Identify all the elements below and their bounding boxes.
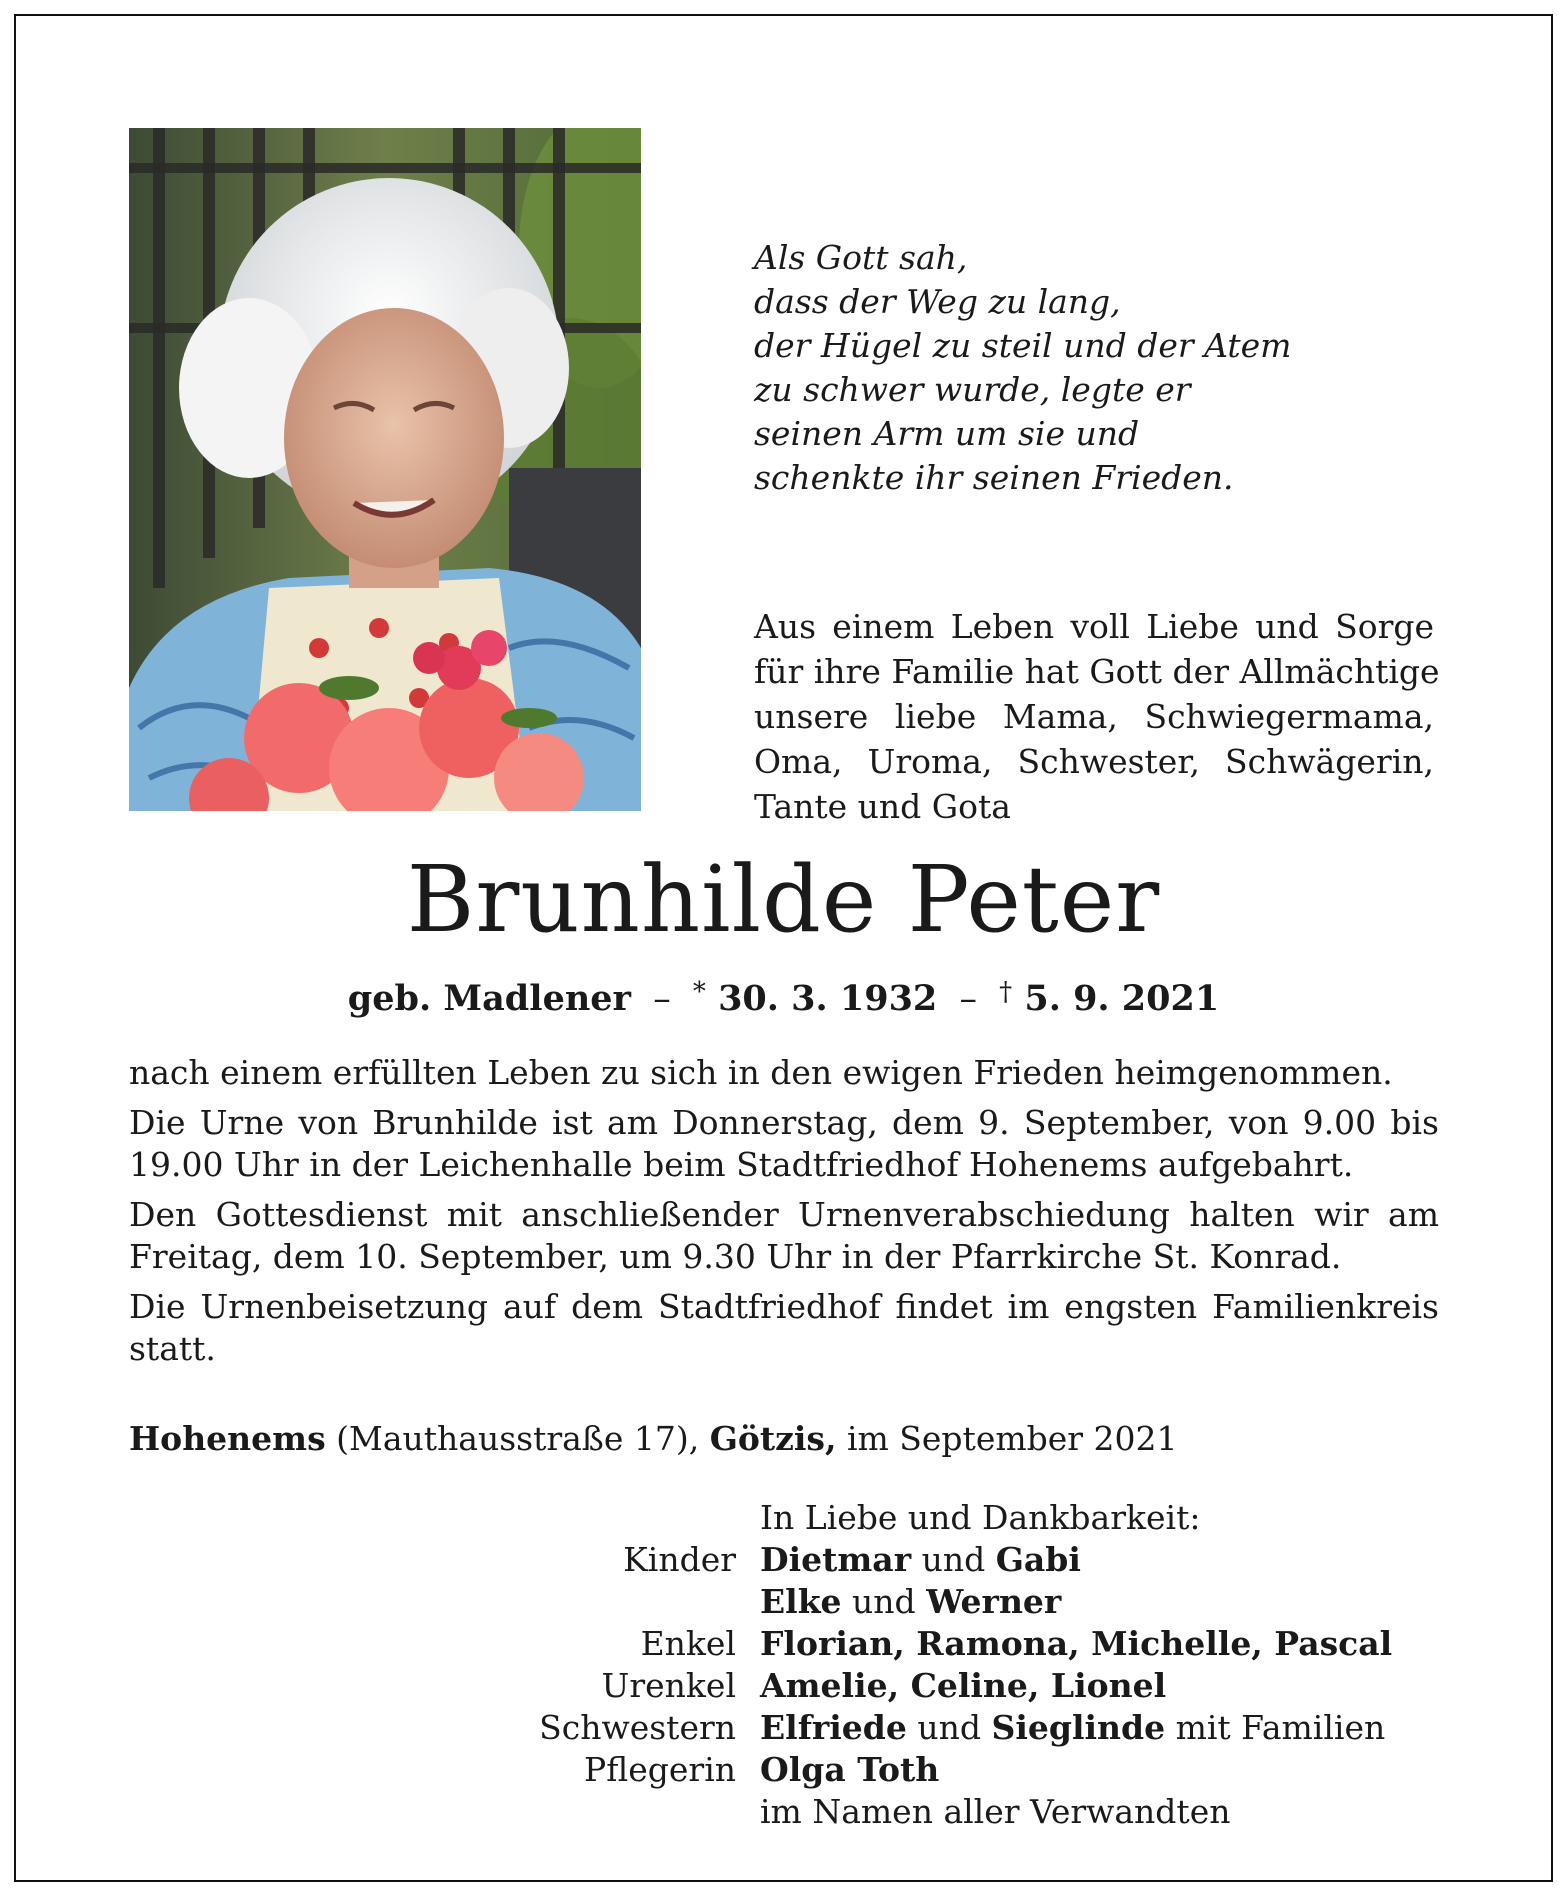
poem-line: seinen Arm um sie und <box>754 414 1140 453</box>
name: Gabi <box>995 1540 1081 1579</box>
intro-line: für ihre Familie hat Gott der Allmächtige <box>754 652 1440 691</box>
body-text <box>129 1052 1439 1378</box>
signature-row-kinder <box>470 1539 1470 1581</box>
poem-line: Als Gott sah, <box>754 238 968 277</box>
birth-death-line <box>0 970 1567 1021</box>
address: (Mauthausstraße 17), <box>325 1419 710 1458</box>
body-paragraph: Die Urnenbeisetzung auf dem Stadtfriedhof findet im engsten Familienkreis statt. <box>129 1287 1439 1368</box>
role-label: Enkel <box>640 1624 736 1663</box>
birth-symbol: * <box>692 977 706 1007</box>
names <box>760 1707 1385 1749</box>
names <box>760 1581 1061 1623</box>
city-goetzis: Götzis, <box>709 1419 837 1458</box>
death-symbol: † <box>999 977 1013 1007</box>
conjunction: und <box>911 1540 996 1579</box>
portrait-photo <box>129 128 641 811</box>
place-date-line <box>129 1418 1178 1460</box>
role-label: Schwestern <box>539 1708 736 1747</box>
signature-row-enkel <box>470 1623 1470 1665</box>
body-paragraph: Die Urne von Brunhilde ist am Donnerstag, dem 9. September, von 9.00 bis 19.00 Uhr in der Leichenhalle beim Stadtfriedhof Hohenems aufgebahrt. <box>129 1103 1439 1184</box>
body-paragraph: nach einem erfüllten Leben zu sich in den ewigen Frieden heimgenommen. <box>129 1053 1393 1092</box>
intro-line: Oma, Uroma, Schwester, Schwägerin, <box>754 742 1434 781</box>
names: Olga Toth <box>760 1750 940 1789</box>
signature-row-schwestern <box>470 1707 1470 1749</box>
poem <box>754 236 1454 500</box>
city-hohenems: Hohenems <box>129 1419 326 1458</box>
closing-text: im Namen aller Verwandten <box>760 1792 1231 1831</box>
role-label: Urenkel <box>601 1666 736 1705</box>
death-date: 5. 9. 2021 <box>1024 978 1220 1019</box>
names <box>760 1539 1081 1581</box>
signature-block <box>470 1497 1470 1833</box>
name: Sieglinde <box>991 1708 1166 1747</box>
name: Dietmar <box>760 1540 912 1579</box>
signature-heading: In Liebe und Dankbarkeit: <box>760 1498 1201 1537</box>
portrait-illustration <box>129 128 641 811</box>
poem-line: dass der Weg zu lang, <box>754 282 1121 321</box>
intro-line: Tante und Gota <box>754 787 1011 826</box>
names: Florian, Ramona, Michelle, Pascal <box>760 1624 1393 1663</box>
intro-line: Aus einem Leben voll Liebe und Sorge <box>754 607 1434 646</box>
role-label: Pflegerin <box>584 1750 736 1789</box>
signature-closing-row <box>470 1791 1470 1833</box>
conjunction: und <box>906 1708 992 1747</box>
body-paragraph: Den Gottesdienst mit anschließender Urnenverabschiedung halten wir am Freitag, dem 10. September, um 9.30 Uhr in der Pfarrkirche St. Konrad. <box>129 1195 1439 1276</box>
signature-heading-row <box>470 1497 1470 1539</box>
names: Amelie, Celine, Lionel <box>760 1666 1167 1705</box>
intro-text <box>754 604 1440 829</box>
date-text: im September 2021 <box>836 1419 1178 1458</box>
name: Elfriede <box>760 1708 907 1747</box>
poem-line: schenkte ihr seinen Frieden. <box>754 458 1234 497</box>
maiden-name: geb. Madlener <box>347 978 631 1019</box>
poem-line: zu schwer wurde, legte er <box>754 370 1191 409</box>
signature-row-kinder-2 <box>470 1581 1470 1623</box>
separator: – <box>653 979 671 1019</box>
signature-row-pflegerin <box>470 1749 1470 1791</box>
name: Werner <box>926 1582 1062 1621</box>
conjunction: und <box>841 1582 927 1621</box>
intro-line: unsere liebe Mama, Schwiegermama, <box>754 697 1434 736</box>
role-label: Kinder <box>623 1540 736 1579</box>
signature-row-urenkel <box>470 1665 1470 1707</box>
birth-date: 30. 3. 1932 <box>718 978 938 1019</box>
suffix: mit Familien <box>1165 1708 1386 1747</box>
poem-line: der Hügel zu steil und der Atem <box>754 326 1292 365</box>
name: Elke <box>760 1582 842 1621</box>
separator: – <box>959 979 977 1019</box>
deceased-name: Brunhilde Peter <box>406 846 1161 953</box>
